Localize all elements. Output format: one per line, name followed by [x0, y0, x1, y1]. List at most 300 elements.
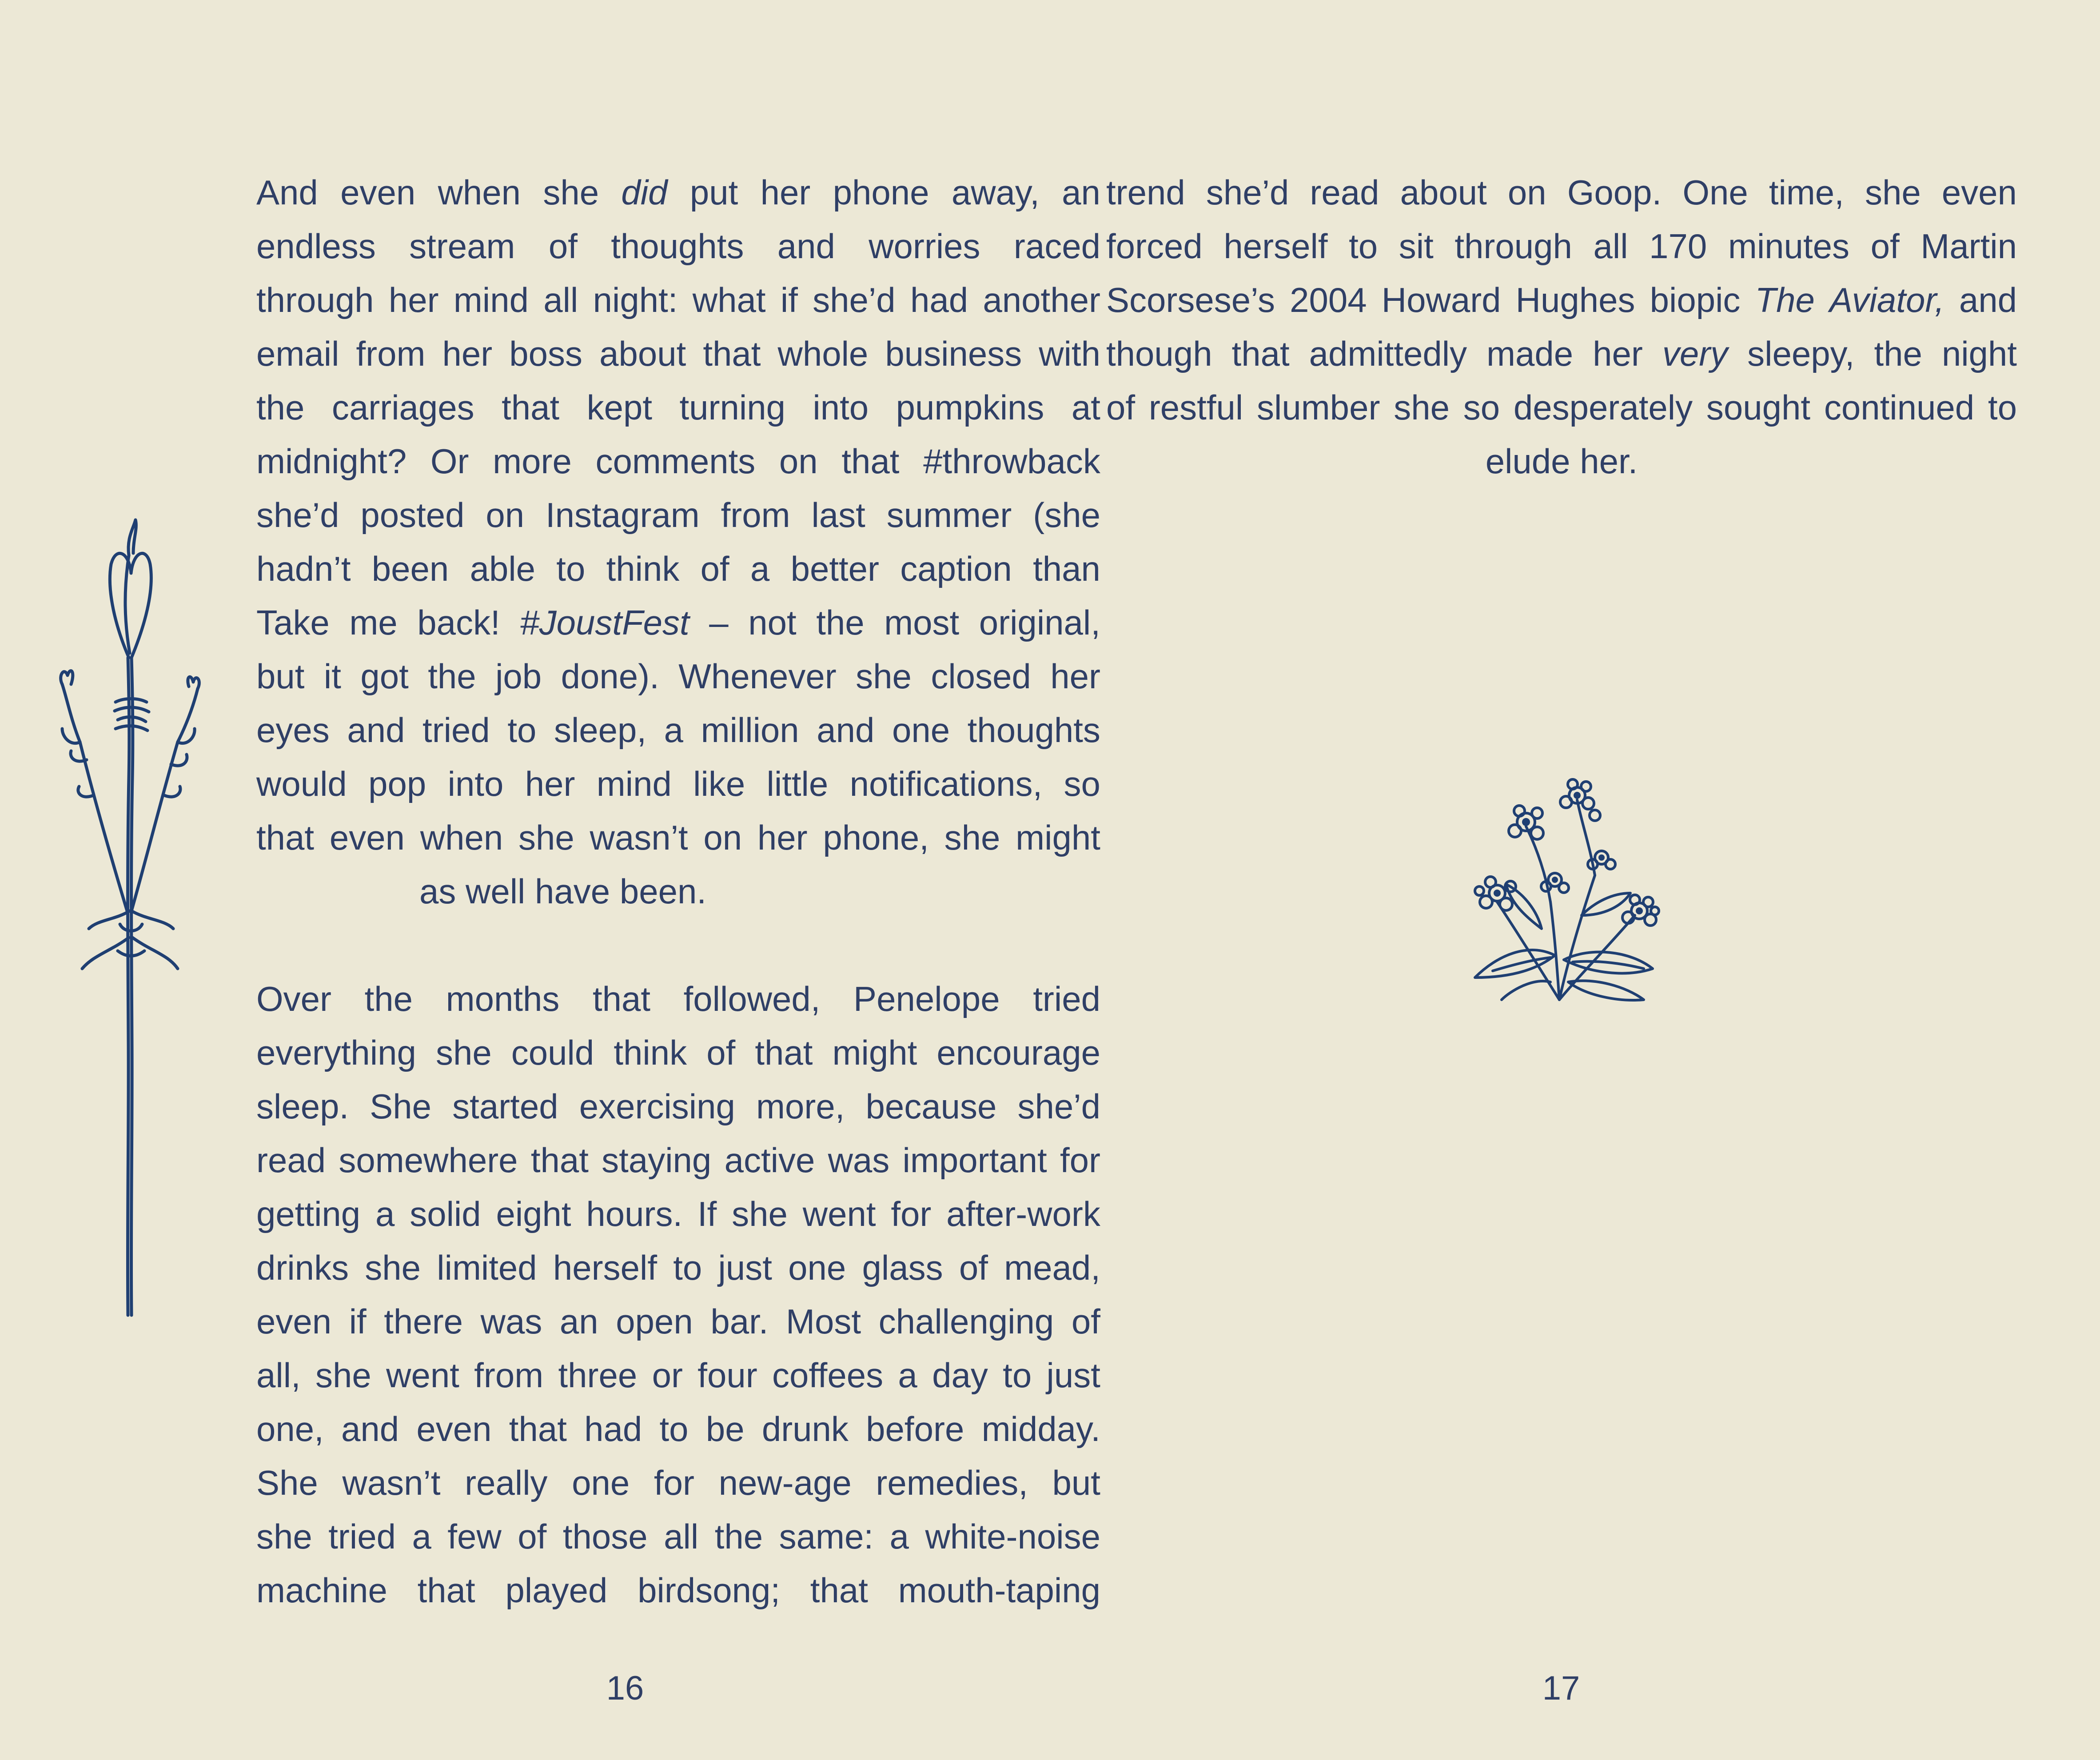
word: could	[511, 1033, 594, 1072]
word: hadn’t	[256, 549, 351, 588]
word: had	[910, 280, 968, 319]
word: just	[718, 1248, 772, 1287]
word: summer	[886, 495, 1012, 535]
word: bar.	[710, 1302, 769, 1341]
word: when	[438, 173, 521, 212]
word: herself	[553, 1248, 657, 1287]
word: Hughes	[1515, 280, 1635, 319]
word: Goop.	[1567, 173, 1662, 212]
word: open	[616, 1302, 693, 1341]
word: before	[866, 1409, 964, 1449]
word: kept	[586, 388, 653, 427]
word: phone	[833, 173, 929, 212]
word: the	[364, 979, 413, 1018]
word: of	[700, 549, 729, 588]
word: wasn’t	[590, 818, 688, 857]
word: all	[1593, 227, 1628, 266]
word: closed	[931, 657, 1031, 696]
word: continued	[1824, 388, 1975, 427]
word: solid	[410, 1194, 481, 1233]
word: sit	[1399, 227, 1434, 266]
word: carriages	[331, 388, 474, 427]
paragraph-1	[256, 166, 1100, 865]
word: mind	[596, 764, 672, 803]
word: from	[721, 495, 790, 535]
word: birdsong;	[638, 1571, 781, 1610]
word: of	[1071, 1302, 1100, 1341]
word: her	[388, 280, 439, 319]
word: me	[349, 603, 398, 642]
word: tried	[1033, 979, 1100, 1018]
word: sought	[1706, 388, 1811, 427]
word: the	[816, 603, 865, 642]
word: drunk	[761, 1409, 849, 1449]
right-text-column	[1106, 166, 2017, 488]
word: notifications,	[849, 764, 1043, 803]
word: she	[732, 1194, 788, 1233]
word: she’d	[813, 280, 896, 319]
word: into	[813, 388, 869, 427]
word: trend	[1106, 173, 1185, 212]
word: so	[1064, 764, 1100, 803]
left-text-column	[256, 166, 1100, 1617]
word: went	[386, 1356, 459, 1395]
word: staying	[602, 1141, 712, 1180]
word: boss	[509, 334, 583, 373]
word: an	[1062, 173, 1100, 212]
word: and	[341, 1409, 399, 1449]
word: one,	[256, 1409, 324, 1449]
word: just	[1046, 1356, 1100, 1395]
word: there	[384, 1302, 463, 1341]
word: to	[1988, 388, 2017, 427]
text-line	[256, 1564, 1100, 1617]
word: a	[375, 1194, 395, 1233]
word: tried	[422, 710, 490, 750]
word: better	[790, 549, 880, 588]
word: more,	[756, 1087, 845, 1126]
word: drinks	[256, 1248, 349, 1287]
word: might	[832, 1033, 917, 1072]
word: hours.	[586, 1194, 683, 1233]
word: through	[256, 280, 374, 319]
word: the	[428, 657, 476, 696]
word: her	[442, 334, 493, 373]
word: biopic	[1650, 280, 1741, 319]
word: think	[614, 1033, 687, 1072]
word: 2004	[1290, 280, 1367, 319]
word: eyes	[256, 710, 330, 750]
word: mead,	[1004, 1248, 1100, 1287]
word: on	[779, 442, 818, 481]
word: most	[884, 603, 960, 642]
word: back!	[417, 603, 500, 642]
word: challenging	[878, 1302, 1054, 1341]
word: job	[495, 657, 542, 696]
word: the	[714, 1517, 763, 1556]
word: original,	[979, 603, 1100, 642]
word: –	[709, 603, 729, 642]
word: desperately	[1513, 388, 1693, 427]
word: more	[493, 442, 572, 481]
word: sleepy,	[1747, 334, 1855, 373]
word: got	[360, 657, 409, 696]
text-line	[256, 1133, 1100, 1187]
word: put	[689, 173, 738, 212]
word: done).	[561, 657, 659, 696]
word: that	[256, 818, 315, 857]
word: day	[932, 1356, 988, 1395]
word: on	[486, 495, 525, 535]
word: three	[558, 1356, 638, 1395]
word: even	[256, 1302, 332, 1341]
paragraph-2	[256, 972, 1100, 1617]
word: that	[509, 1409, 567, 1449]
word: about	[1400, 173, 1487, 212]
word: She	[256, 1463, 318, 1502]
word: wasn’t	[342, 1463, 441, 1502]
word: a	[889, 1517, 909, 1556]
word: worries	[869, 227, 980, 266]
word: but	[256, 657, 305, 696]
word: exercising	[579, 1087, 735, 1126]
word: of	[518, 1517, 547, 1556]
word: so	[1463, 388, 1500, 427]
word: about	[599, 334, 686, 373]
word: raced	[1013, 227, 1100, 266]
word: important	[902, 1141, 1047, 1180]
text-line	[256, 1187, 1100, 1241]
right-paragraph-last-line: elude her.	[1485, 442, 1638, 481]
word: really	[465, 1463, 548, 1502]
word: limited	[437, 1248, 537, 1287]
word: might	[1016, 818, 1100, 857]
word: Take	[256, 603, 330, 642]
word: if	[780, 280, 798, 319]
word: think	[606, 549, 680, 588]
word: from	[356, 334, 426, 373]
word: her	[525, 764, 575, 803]
word: slumber	[1257, 388, 1380, 427]
word: from	[474, 1356, 544, 1395]
word: even	[329, 818, 405, 857]
word: getting	[256, 1194, 361, 1233]
word: to	[673, 1248, 702, 1287]
text-line	[256, 1456, 1100, 1510]
word: of	[548, 227, 578, 266]
word: of	[1870, 227, 1900, 266]
word: not	[748, 603, 797, 642]
word: time,	[1769, 173, 1844, 212]
word: into	[447, 764, 504, 803]
word: a	[664, 710, 684, 750]
word: and	[1959, 280, 2017, 319]
word: it	[323, 657, 341, 696]
word: that	[755, 1033, 813, 1072]
right-page	[1035, 0, 2100, 1760]
word: herself	[1223, 227, 1328, 266]
word: glass	[862, 1248, 943, 1287]
text-line	[256, 703, 1100, 757]
word: was	[480, 1302, 542, 1341]
word: her	[1593, 334, 1643, 373]
text-line	[1106, 381, 2017, 435]
word: everything	[256, 1033, 416, 1072]
word: like	[693, 764, 745, 803]
word: and	[777, 227, 835, 266]
word: all	[664, 1517, 699, 1556]
word: she	[365, 1248, 421, 1287]
word: that	[1231, 334, 1290, 373]
word: on	[703, 818, 742, 857]
word: another	[983, 280, 1100, 319]
word: pop	[368, 764, 426, 803]
word: thoughts	[967, 710, 1100, 750]
word: she’d	[256, 495, 339, 535]
right-paragraph	[1106, 166, 2017, 435]
word: that	[502, 388, 560, 427]
text-line	[256, 435, 1100, 488]
word: very	[1662, 334, 1728, 373]
word: started	[452, 1087, 558, 1126]
word: stream	[409, 227, 515, 266]
word: she	[1865, 173, 1921, 212]
word: to	[1003, 1356, 1032, 1395]
text-line	[1106, 327, 2017, 381]
text-line	[256, 220, 1100, 273]
word: been	[371, 549, 449, 588]
text-line	[256, 1402, 1100, 1456]
word: that	[841, 442, 900, 481]
word: she	[856, 657, 912, 696]
word: and	[347, 710, 405, 750]
word: of	[1106, 388, 1136, 427]
word: turning	[679, 388, 785, 427]
word: would	[256, 764, 347, 803]
word: restful	[1148, 388, 1243, 427]
word: that	[417, 1571, 475, 1610]
word: away,	[951, 173, 1040, 212]
word: email	[256, 334, 339, 373]
word: remedies,	[876, 1463, 1028, 1502]
word: what	[692, 280, 766, 319]
word: four	[697, 1356, 757, 1395]
text-line	[256, 273, 1100, 327]
word: And	[256, 173, 318, 212]
word: all	[543, 280, 578, 319]
word: somewhere	[339, 1141, 518, 1180]
word: pumpkins	[896, 388, 1044, 427]
word: minutes	[1728, 227, 1849, 266]
word: if	[349, 1302, 367, 1341]
word: to	[659, 1409, 689, 1449]
word: business	[885, 334, 1022, 373]
text-line	[256, 488, 1100, 542]
word: that	[810, 1571, 868, 1610]
text-line	[256, 811, 1100, 865]
word: she’d	[1017, 1087, 1100, 1126]
word: she’d	[1206, 173, 1289, 212]
word: went	[802, 1194, 876, 1233]
word: those	[562, 1517, 648, 1556]
flower-bouquet-illustration	[1448, 769, 1679, 1009]
word: new-age	[718, 1463, 852, 1502]
word: admittedly	[1309, 334, 1467, 373]
word: Most	[786, 1302, 861, 1341]
text-line	[1106, 166, 2017, 220]
word: months	[446, 979, 560, 1018]
word: all,	[256, 1356, 301, 1395]
word: her	[1050, 657, 1100, 696]
word: be	[705, 1409, 745, 1449]
word: tried	[328, 1517, 396, 1556]
word: comments	[595, 442, 756, 481]
word: mouth-taping	[898, 1571, 1100, 1610]
word: because	[865, 1087, 997, 1126]
word: little	[766, 764, 829, 803]
word: The	[1755, 280, 1815, 319]
word: last	[811, 495, 865, 535]
word: one	[892, 710, 950, 750]
word: Whenever	[678, 657, 837, 696]
word: (she	[1033, 495, 1100, 535]
word: active	[724, 1141, 815, 1180]
word: to	[1349, 227, 1378, 266]
word: encourage	[936, 1033, 1100, 1072]
text-line	[256, 1080, 1100, 1133]
word: but	[1052, 1463, 1100, 1502]
word: she	[256, 1517, 312, 1556]
word: through	[1454, 227, 1572, 266]
word: one	[788, 1248, 846, 1287]
text-line	[256, 1026, 1100, 1080]
word: If	[697, 1194, 717, 1233]
word: coffees	[772, 1356, 884, 1395]
word: sleep,	[554, 710, 647, 750]
word: on	[1507, 173, 1546, 212]
text-line	[256, 1349, 1100, 1402]
word: phone,	[823, 818, 929, 857]
word: for	[1060, 1141, 1100, 1180]
word: able	[470, 549, 536, 588]
word: She	[370, 1087, 432, 1126]
word: her	[760, 173, 811, 212]
word: with	[1039, 334, 1100, 373]
word: same:	[779, 1517, 874, 1556]
word: 170	[1649, 227, 1707, 266]
word: posted	[360, 495, 465, 535]
word: #throwback	[923, 442, 1100, 481]
word: a	[898, 1356, 917, 1395]
word: made	[1486, 334, 1574, 373]
word: to	[507, 710, 537, 750]
word: after-work	[946, 1194, 1100, 1233]
word: the	[1874, 334, 1922, 373]
word: an	[559, 1302, 598, 1341]
word: sleep.	[256, 1087, 349, 1126]
word: whole	[777, 334, 869, 373]
word: the	[256, 388, 305, 427]
word: #JoustFest	[520, 603, 689, 642]
paragraph-1-last-line: as well have been.	[419, 872, 707, 911]
word: for	[654, 1463, 694, 1502]
text-line	[256, 1510, 1100, 1564]
word: did	[621, 173, 668, 212]
word: even	[1941, 173, 2017, 212]
text-line	[1106, 220, 2017, 273]
word: even	[416, 1409, 492, 1449]
flower-stem-illustration	[44, 511, 213, 1329]
word: that	[592, 979, 651, 1018]
text-line	[256, 650, 1100, 703]
word: than	[1033, 549, 1100, 588]
word: her	[757, 818, 808, 857]
word: mind	[453, 280, 529, 319]
word: One	[1682, 173, 1748, 212]
word: Penelope	[853, 979, 1000, 1018]
word: she	[944, 818, 1000, 857]
word: Aviator,	[1829, 280, 1945, 319]
word: she	[543, 173, 599, 212]
word: was	[828, 1141, 890, 1180]
word: she	[315, 1356, 371, 1395]
word: few	[447, 1517, 502, 1556]
word: night	[1941, 334, 2017, 373]
text-line	[256, 327, 1100, 381]
word: she	[518, 818, 574, 857]
word: one	[572, 1463, 630, 1502]
word: thoughts	[611, 227, 744, 266]
word: a	[412, 1517, 431, 1556]
text-line	[256, 1241, 1100, 1295]
text-line	[256, 1295, 1100, 1349]
word: million	[701, 710, 799, 750]
word: she	[1394, 388, 1450, 427]
word: or	[652, 1356, 683, 1395]
word: of	[959, 1248, 988, 1287]
text-line	[256, 166, 1100, 220]
word: night:	[593, 280, 678, 319]
word: a	[750, 549, 770, 588]
word: at	[1071, 388, 1100, 427]
word: Scorsese’s	[1106, 280, 1275, 319]
word: Instagram	[545, 495, 700, 535]
text-line	[256, 381, 1100, 435]
word: read	[256, 1141, 326, 1180]
word: endless	[256, 227, 376, 266]
text-line	[256, 757, 1100, 811]
page-number-left: 16	[606, 1669, 644, 1707]
word: that	[530, 1141, 589, 1180]
word: played	[505, 1571, 608, 1610]
word: read	[1310, 173, 1379, 212]
word: forced	[1106, 227, 1203, 266]
word: that	[703, 334, 761, 373]
word: Over	[256, 979, 332, 1018]
text-line	[256, 972, 1100, 1026]
page-number-right: 17	[1542, 1669, 1580, 1707]
word: and	[817, 710, 875, 750]
word: machine	[256, 1571, 387, 1610]
text-line	[1106, 273, 2017, 327]
word: midnight?	[256, 442, 407, 481]
word: for	[891, 1194, 932, 1233]
word: though	[1106, 334, 1212, 373]
word: followed,	[683, 979, 821, 1018]
text-line	[256, 596, 1100, 650]
word: to	[556, 549, 586, 588]
word: Howard	[1381, 280, 1501, 319]
